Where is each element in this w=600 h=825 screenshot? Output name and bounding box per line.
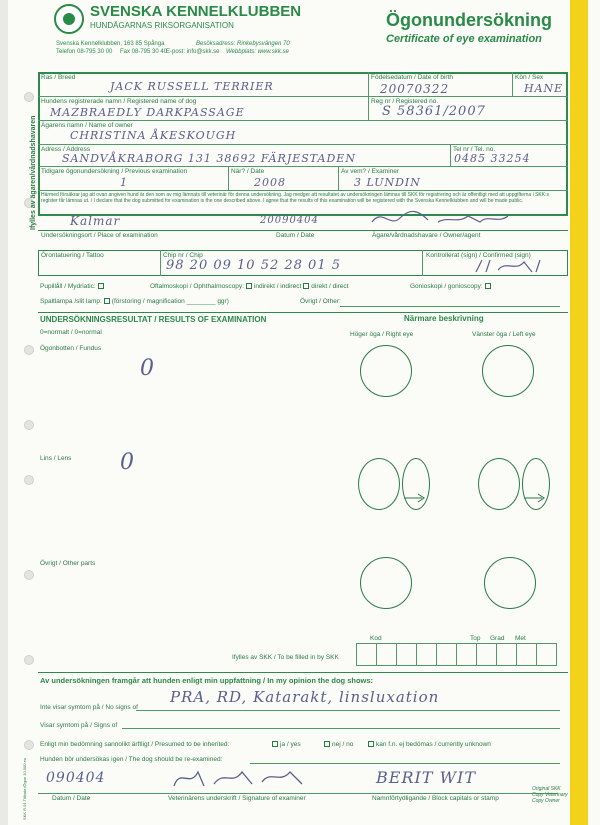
examiner-value: 3 LUNDIN [354,176,421,189]
signature-date-value: 090404 [46,770,106,786]
org-email: E-post: info@skk.se [166,49,220,55]
owner-sign-label: Ägare/vårdnadshavare / Owner/agent [372,232,481,239]
reexam-label: Hunden bör undersökas igen / The dog should be re-examined: [40,756,223,763]
mydriatic-label: Pupillåll / Mydriatic: [40,283,106,290]
mydriatic-checkbox[interactable] [98,283,104,289]
form-subtitle: Certificate of eye examination [386,33,542,45]
inherited-no: nej / no [322,741,353,748]
lens-left-eye-front [478,458,520,510]
normal-legend: 0=normalt / 0=normal [40,329,102,336]
ophthalmoscopy-label: Oftalmoskopi / Ophthalmoscopy: indirekt / indirect direkt / direct [150,283,349,290]
arrow-icon [404,492,430,504]
fundus-right-eye-circle [360,345,412,397]
inherited-no-checkbox[interactable] [324,741,330,747]
punch-hole [24,420,34,430]
skk-col-code: Kod [370,635,382,642]
org-visit: Besöksadress: Rinkebysvängen 70 [196,41,290,47]
name-stamp-label: Namnförtydligande / Block capitals or stamp [372,795,499,802]
org-fax: Fax 08-795 30 40 [120,49,168,55]
closer-description-heading: Närmare beskrivning [404,314,484,323]
punch-hole [24,740,34,750]
side-label: Ifylles av ägaren/vårdnadshavaren [30,115,37,230]
copy-distribution: Original SKK Copy Veterinary Copy Owner [532,786,568,804]
indirect-checkbox[interactable] [246,283,252,289]
owner-label: Ägarens namn / Name of owner [41,122,133,129]
conclusion-heading: Av undersökningen framgår att hunden enligt min uppfattning / In my opinion the dog shows: [40,676,374,685]
dog-name-label: Hundens registrerade namn / Registered name of dog [41,98,197,105]
owner-value: CHRISTINA ÅKESKOUGH [70,129,237,142]
punch-hole [24,92,34,102]
prev-exam-value: 1 [120,176,128,189]
tel-value: 0485 33254 [454,152,531,165]
confirmed-signature [470,256,560,276]
lens-value: 0 [120,450,135,475]
skk-fill-label: Ifylles av SKK / To be filled in by SKK [232,654,339,661]
lens-right-eye-front [358,458,400,510]
dob-label: Födelsedatum / Date of birth [371,74,454,81]
fundus-left-eye-circle [482,345,534,397]
skk-col-met: Met [515,635,526,642]
vet-name-value: BERIT WIT [376,768,476,787]
other-parts-label: Övrigt / Other parts [40,560,96,567]
arrow-icon [524,492,550,504]
chip-value: 98 20 09 10 52 28 01 5 [166,258,341,273]
address-value: SANDVÅKRABORG 131 38692 FÄRJESTADEN [62,152,356,165]
declaration-text: Härmed försäkrar jag att ovan angiven hund är den som av mig lämnats till veterinär för denna undersökning. Jag medger att resultatet av undersökningen lämnas till SKK för registrering och är offentligt med att uppgifterna i SKK:s register får lämnas ut. / I declare that the dog submitted for examination is the one described above. I agree that the results of this examination will be registered with the Svenska Kennelklubben and will be made public. [41,192,549,204]
form-code: SKK R.01 Tillbakr./Ögon 10.000 ex [22,758,27,820]
org-subtitle: HUNDÄGARNAS RIKSORGANISATION [90,21,234,30]
skk-code-grid [356,643,557,666]
sex-label: Kön / Sex [515,74,544,81]
right-eye-label: Höger öga / Right eye [350,331,414,338]
left-eye-label: Vänster öga / Left eye [472,331,536,338]
prev-exam-label: Tidigare ögonundersökning / Previous examination [41,168,188,175]
signature-date-label: Datum / Date [52,795,91,802]
inherited-unknown: kan f.n. ej bedömas / currently unknown [366,741,491,748]
no-signs-value: PRA, RD, Katarakt, linsluxation [170,688,440,706]
skk-col-top: Top [470,635,481,642]
skk-logo [54,4,84,34]
examiner-label: Av vem? / Examiner [341,168,400,175]
org-name: SVENSKA KENNELKLUBBEN [90,3,302,20]
org-phone: Telefon 08-795 30 00 [56,49,113,55]
dog-name-value: MAZBRAEDLY DARKPASSAGE [50,106,245,119]
gonioscopy-checkbox[interactable] [485,283,491,289]
tattoo-label: Örontatuering / Tattoo [41,252,104,259]
inherited-yes-checkbox[interactable] [272,741,278,747]
org-address: Svenska Kennelklubben, 163 85 Spånga [56,41,165,47]
fundus-value: 0 [140,356,155,381]
skk-col-grade: Grad [490,635,505,642]
direct-checkbox[interactable] [303,283,309,289]
slit-lamp-label: Spaltlampa /slit lamp: (förstoring / magnification ________ ggr) [40,298,229,305]
other-left-eye-circle [484,557,536,609]
when-value: 2008 [254,176,286,189]
tel-label: Tel nr / Tel. no. [453,146,496,153]
reg-value: S 58361/2007 [382,104,486,119]
fundus-label: Ögonbotten / Fundus [40,345,102,352]
org-web: Webbplats: www.skk.se [226,49,289,55]
place-label: Undersökningsort / Place of examination [41,232,158,239]
address-label: Adress / Address [41,146,91,153]
when-label: När? / Date [231,168,265,175]
yellow-edge [570,0,588,825]
gonioscopy-label: Gonioskopi / gonioscopy: [410,283,493,290]
signs-label: Visar symtom på / Signs of [40,722,118,729]
punch-hole [24,655,34,665]
owner-signature [368,206,518,230]
inherited-yes: ja / yes [270,741,301,748]
exam-date-value: 20090404 [260,215,319,226]
no-signs-label: Inte visar symtom på / No signs of [40,704,138,711]
place-value: Kalmar [70,214,121,228]
vet-signature [170,764,320,792]
breed-label: Ras / Breed [41,74,76,81]
inherited-unknown-checkbox[interactable] [368,741,374,747]
lens-label: Lins / Lens [40,455,72,462]
reg-label: Reg nr / Registered no. [371,98,439,105]
results-heading: UNDERSÖKNINGSRESULTAT / RESULTS OF EXAMINATION [40,315,267,324]
punch-hole [24,345,34,355]
punch-hole [24,570,34,580]
other-right-eye-circle [360,557,412,609]
date-label: Datum / Date [276,232,315,239]
breed-value: JACK RUSSELL TERRIER [110,80,274,93]
vet-sign-label: Veterinärens underskrift / Signature of examiner [168,795,306,802]
dob-value: 20070322 [380,82,450,96]
punch-hole [24,475,34,485]
chip-label: Chip nr / Chip [163,252,203,259]
slit-lamp-checkbox[interactable] [104,298,110,304]
other-method-label: Övrigt / Other: [300,298,341,305]
confirmed-label: Kontrollerat (sign) / Confirmed (sign) [426,252,531,259]
inherited-label: Enligt min bedömning sannolikt ärftligt / Presumed to be inherited: [40,741,230,748]
sex-value: HANE [524,82,564,95]
form-title: Ögonundersökning [386,10,552,30]
